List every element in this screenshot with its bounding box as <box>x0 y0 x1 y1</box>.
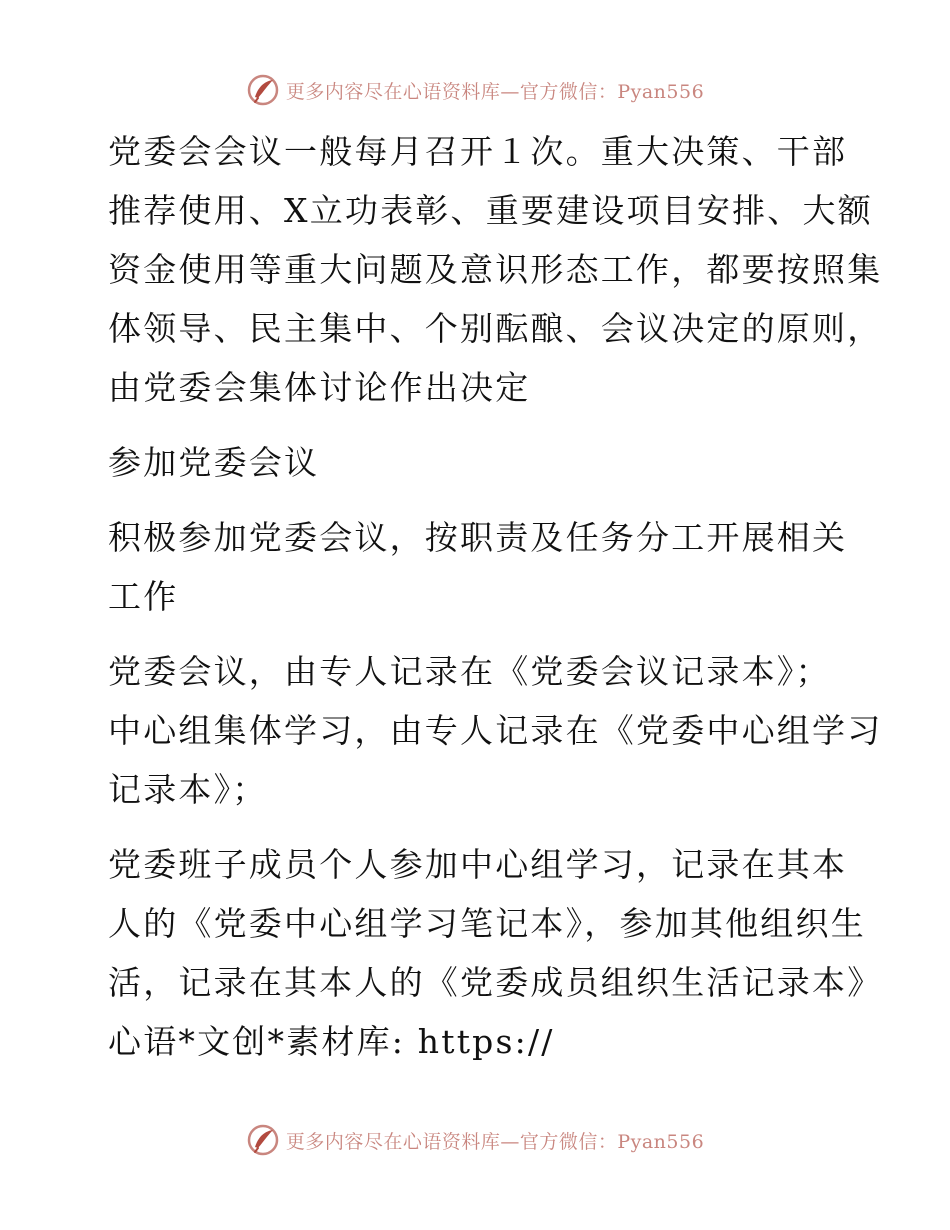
paragraph-3 <box>98 508 858 626</box>
watermark-text: 更多内容尽在心语资料库—官方微信：Pyan556 <box>285 1130 705 1153</box>
paragraph-4 <box>98 642 883 819</box>
text-line: 人的《党委中心组学习笔记本》，参加其他组织生 <box>108 904 866 943</box>
text-line: 党委班子成员个人参加中心组学习，记录在其本 <box>108 845 848 884</box>
text-line: 由党委会集体讨论作出决定 <box>108 368 531 407</box>
document-body <box>98 122 883 1071</box>
watermark-logo-icon <box>246 73 280 107</box>
text-line: 记录本》； <box>108 770 268 809</box>
text-line: 推荐使用、X立功表彰、重要建设项目安排、大额 <box>108 191 873 230</box>
paragraph-2 <box>98 433 858 492</box>
text-line: 工作 <box>108 577 179 616</box>
text-line: 积极参加党委会议，按职责及任务分工开展相关 <box>108 518 848 557</box>
text-line: 资金使用等重大问题及意识形态工作，都要按照集 <box>108 250 883 289</box>
text-line: 党委会议，由专人记录在《党委会议记录本》； <box>108 652 831 691</box>
text-line: 党委会会议一般每月召开１次。重大决策、干部 <box>108 132 848 171</box>
text-line: 活，记录在其本人的《党委成员组织生活记录本》 <box>108 963 883 1002</box>
header-watermark <box>0 72 950 108</box>
text-line: 体领导、民主集中、个别酝酿、会议决定的原则， <box>108 309 883 348</box>
text-line: 中心组集体学习，由专人记录在《党委中心组学习 <box>108 711 883 750</box>
paragraph-1 <box>98 122 883 417</box>
watermark-logo-icon <box>246 1123 280 1157</box>
paragraph-5 <box>98 835 883 1071</box>
footer-watermark <box>0 1122 950 1158</box>
watermark-text: 更多内容尽在心语资料库—官方微信：Pyan556 <box>285 80 705 103</box>
text-line: 参加党委会议 <box>108 443 320 482</box>
text-line: 心语*文创*素材库: https:// <box>108 1022 555 1061</box>
